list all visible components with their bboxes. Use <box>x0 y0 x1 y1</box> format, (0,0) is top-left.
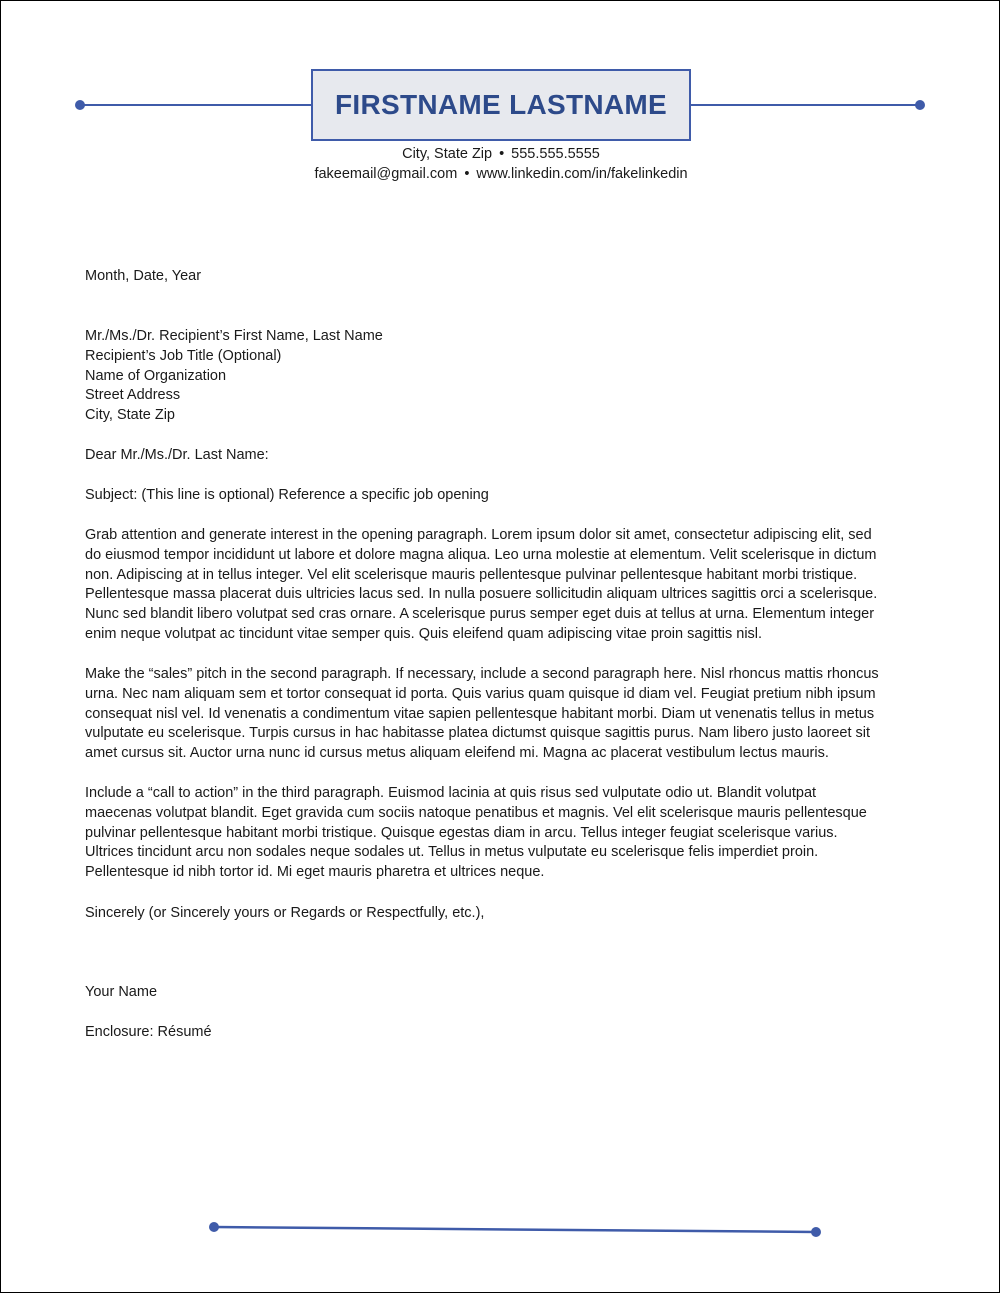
paragraph-line: amet cursus sit. Auctor urna nunc id cursus metus aliquam eleifend mi. Magna ac placerat vestibulum lectus mauris. <box>85 745 829 762</box>
paragraph-line: Make the “sales” pitch in the second paragraph. If necessary, include a second paragraph here. Nisl rhoncus mattis rhoncus <box>85 666 879 682</box>
recipient-title: Recipient’s Job Title (Optional) <box>85 347 282 364</box>
salutation <box>85 446 925 466</box>
footer-rule-line <box>214 1227 816 1232</box>
subject-text: Subject: (This line is optional) Reference a specific job opening <box>85 487 489 503</box>
paragraph-line: do eiusmod tempor incididunt ut labore et dolore magna aliqua. Leo urna molestie at elementum. Velit scelerisque in dictum <box>85 546 877 563</box>
footer-rule-right-dot <box>811 1227 821 1237</box>
contact-bullet: • <box>499 146 505 162</box>
paragraph-line: urna. Nec nam aliquam sem et tortor consequat id porta. Quis varius quam quisque id diam vel. Feugiat pretium nibh ipsum <box>85 685 876 702</box>
paragraph-line: Grab attention and generate interest in the opening paragraph. Lorem ipsum dolor sit amet, consectetur adipiscing elit, sed <box>85 527 872 543</box>
name-banner <box>311 69 691 141</box>
contact-linkedin: www.linkedin.com/in/fakelinkedin <box>476 166 688 182</box>
paragraph-line: maecenas volutpat blandit. Eget gravida cum sociis natoque penatibus et magnis. Vel elit scelerisque mauris pellentesque <box>85 804 867 821</box>
header-rule-left <box>79 104 311 106</box>
paragraph-opening <box>85 526 925 645</box>
contact-phone: 555.555.5555 <box>511 146 600 162</box>
closing-text: Sincerely (or Sincerely yours or Regards or Respectfully, etc.), <box>85 905 485 921</box>
paragraph-line: consequat nisl vel. Id venenatis a condimentum vitae sapien pellentesque habitant morbi. Diam ut venenatis tellus in metus <box>85 705 875 722</box>
contact-line-2 <box>1 166 1000 182</box>
paragraph-call-to-action <box>85 784 925 883</box>
salutation-text: Dear Mr./Ms./Dr. Last Name: <box>85 447 269 463</box>
paragraph-line: vulputate eu scelerisque. Turpis cursus in hac habitasse platea dictumst quisque sagittis purus. Nam libero justo laoreet sit <box>85 725 871 742</box>
recipient-block <box>85 327 925 426</box>
paragraph-line: enim neque volutpat ac tincidunt vitae semper quis. Quis eleifend quam adipiscing vitae proin sagittis nisl. <box>85 625 763 642</box>
contact-location: City, State Zip <box>402 146 493 162</box>
paragraph-line: Include a “call to action” in the third paragraph. Euismod lacinia at quis risus sed vulputate odio ut. Blandit volutpat <box>85 785 817 801</box>
header-rule-left-dot <box>75 100 85 110</box>
paragraph-line: non. Adipiscing at in tellus integer. Vel elit scelerisque mauris pellentesque pulvinar pellentesque habitant morbi tristique. <box>85 566 858 583</box>
paragraph-line: Nunc sed blandit libero volutpat sed cras ornare. A scelerisque purus semper eget duis at tellus at urna. Elementum integer <box>85 606 875 623</box>
recipient-street: Street Address <box>85 387 181 404</box>
contact-bullet: • <box>464 166 470 182</box>
recipient-city: City, State Zip <box>85 407 175 424</box>
contact-email: fakeemail@gmail.com <box>314 166 458 182</box>
footer-rule-left-dot <box>209 1222 219 1232</box>
paragraph-line: pulvinar pellentesque habitant morbi tristique. Quisque egestas diam in arcu. Tellus integer feugiat scelerisque varius. <box>85 824 838 841</box>
paragraph-line: Ultrices tincidunt arcu non sodales neque sodales ut. Tellus in metus vulputate eu scelerisque felis imperdiet proin. <box>85 844 819 861</box>
applicant-name: FIRSTNAME LASTNAME <box>334 89 668 120</box>
subject-line <box>85 486 925 506</box>
footer-rule <box>1 1201 1000 1251</box>
date-text: Month, Date, Year <box>85 268 202 284</box>
header-rule-right <box>691 104 921 106</box>
recipient-name: Mr./Ms./Dr. Recipient’s First Name, Last Name <box>85 328 383 344</box>
contact-line-1 <box>1 146 1000 162</box>
signature <box>85 983 925 1003</box>
paragraph-line: Pellentesque id nibh tortor id. Mi eget mauris pharetra et ultrices neque. <box>85 864 545 881</box>
enclosure-text: Enclosure: Résumé <box>85 1024 212 1040</box>
paragraph-sales-pitch <box>85 665 925 764</box>
paragraph-line: Pellentesque massa placerat duis ultricies lacus sed. In nulla posuere sollicitudin aliquam ultrices sagittis orci a scelerisque. <box>85 586 878 603</box>
signature-name: Your Name <box>85 984 158 1000</box>
recipient-organization: Name of Organization <box>85 367 227 384</box>
header-rule-right-dot <box>915 100 925 110</box>
letter-date <box>85 267 925 287</box>
closing <box>85 904 925 924</box>
enclosure <box>85 1023 925 1043</box>
